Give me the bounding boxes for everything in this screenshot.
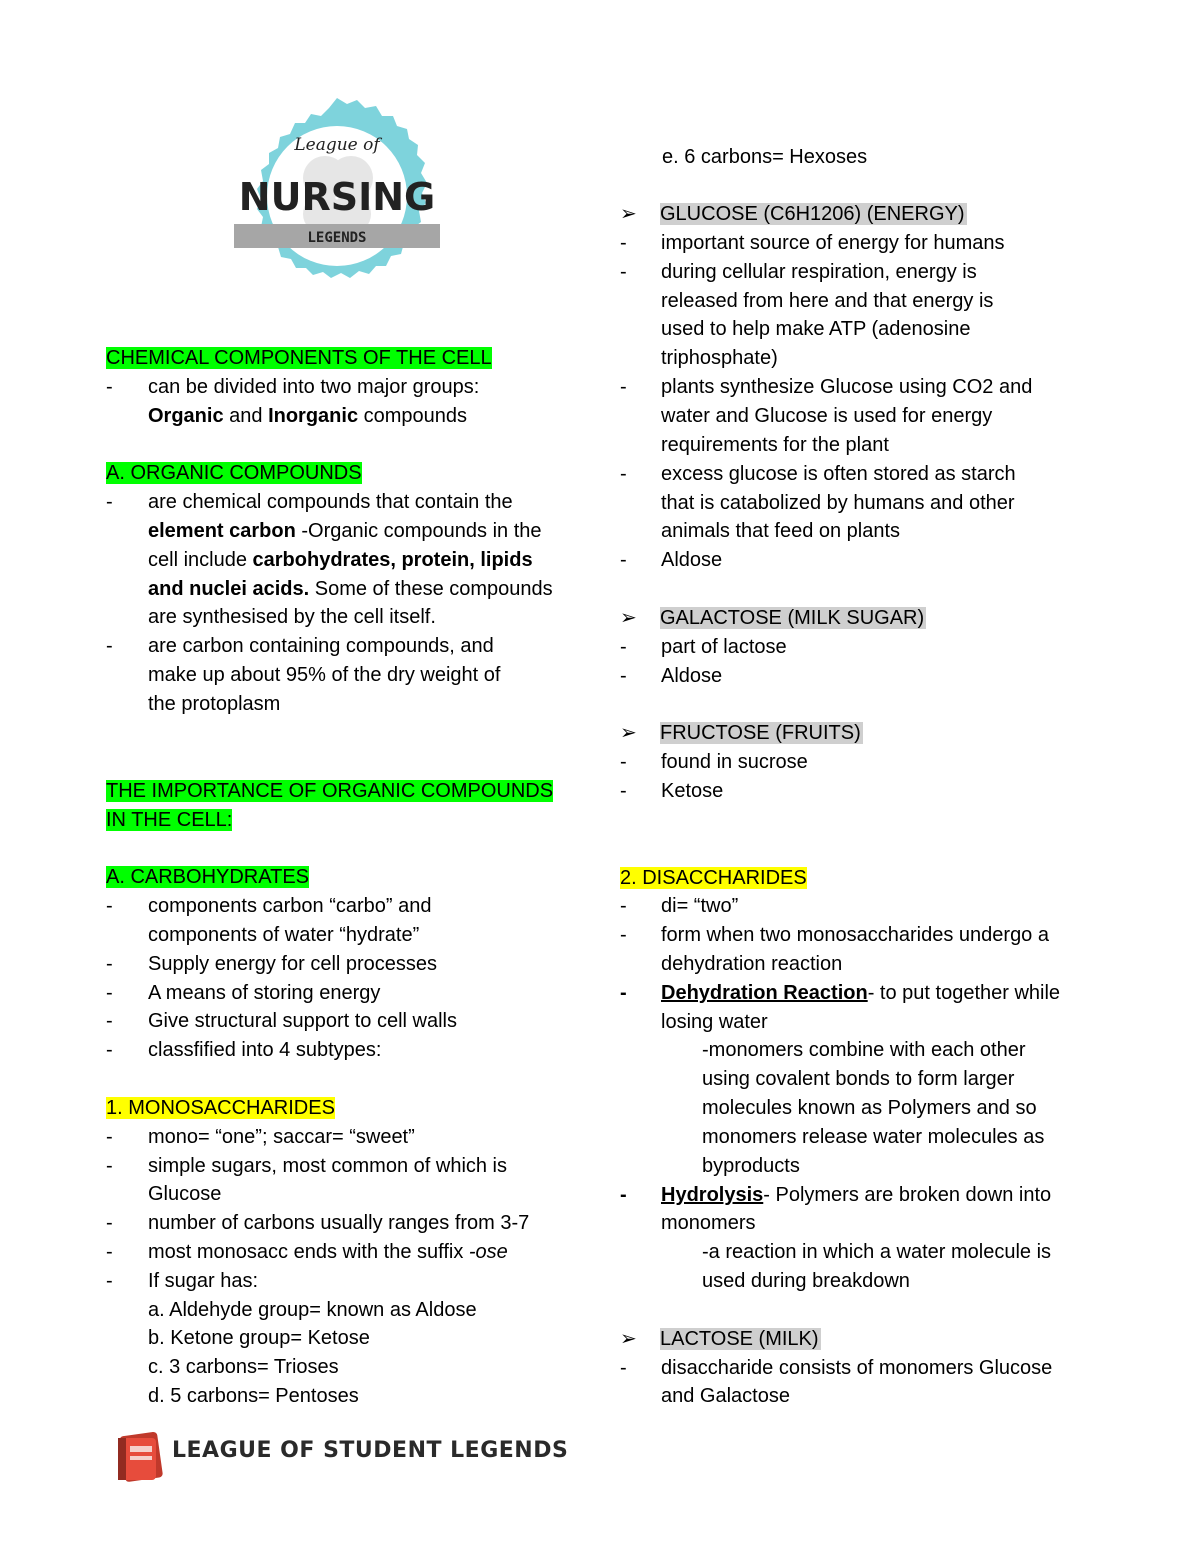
logo-league-of: League of: [294, 135, 380, 155]
list-item-continuation: released from here and that energy is: [661, 290, 994, 312]
list-item: - form when two monosaccharides undergo a: [620, 924, 1049, 946]
section-heading-lactose: ➢ LACTOSE (MILK): [620, 1325, 821, 1353]
list-item: - number of carbons usually ranges from 3-7: [106, 1212, 530, 1234]
list-item-continuation: used to help make ATP (adenosine: [661, 318, 971, 340]
arrow-bullet-icon: ➢: [620, 722, 637, 744]
section-heading-importance-line2: IN THE CELL:: [106, 809, 233, 831]
book-icon: [116, 1428, 164, 1484]
list-item-continuation: element carbon -Organic compounds in the: [148, 520, 542, 542]
list-item: - can be divided into two major groups:: [106, 376, 480, 398]
list-item-continuation: animals that feed on plants: [661, 520, 901, 542]
section-heading-disaccharides: 2. DISACCHARIDES: [620, 867, 807, 889]
list-item-continuation: that is catabolized by humans and other: [661, 492, 1015, 514]
sublist-item: b. Ketone group= Ketose: [148, 1327, 370, 1349]
section-heading-carbohydrates: A. CARBOHYDRATES: [106, 866, 309, 888]
section-heading-chemical-components: CHEMICAL COMPONENTS OF THE CELL: [106, 347, 492, 369]
list-item: - part of lactose: [620, 636, 787, 658]
list-item: - classfified into 4 subtypes:: [106, 1039, 382, 1061]
list-item: - excess glucose is often stored as starch: [620, 463, 1016, 485]
list-item-continuation: components of water “hydrate”: [148, 924, 420, 946]
list-item: - Aldose: [620, 549, 723, 571]
list-item-continuation: requirements for the plant: [661, 434, 889, 456]
list-item: - most monosacc ends with the suffix -ose: [106, 1241, 508, 1263]
arrow-bullet-icon: ➢: [620, 1328, 637, 1350]
list-item-continuation: Glucose: [148, 1183, 222, 1205]
list-item: - disaccharide consists of monomers Glucose: [620, 1357, 1053, 1379]
list-item-detail: byproducts: [702, 1155, 800, 1177]
list-item: - Dehydration Reaction- to put together while: [620, 982, 1061, 1004]
list-item-detail: -monomers combine with each other: [702, 1039, 1026, 1061]
list-item: - plants synthesize Glucose using CO2 and: [620, 376, 1033, 398]
list-item: - Supply energy for cell processes: [106, 953, 438, 975]
footer-brand-text: LEAGUE OF STUDENT LEGENDS: [172, 1438, 569, 1463]
list-item-detail: using covalent bonds to form larger: [702, 1068, 1015, 1090]
logo-legends: LEGENDS: [307, 230, 367, 246]
logo-badge-graphic: [234, 98, 440, 294]
list-item: - Give structural support to cell walls: [106, 1010, 458, 1032]
list-item-continuation: and Galactose: [661, 1385, 790, 1407]
list-item: - simple sugars, most common of which is: [106, 1155, 508, 1177]
sublist-item: a. Aldehyde group= known as Aldose: [148, 1299, 477, 1321]
arrow-bullet-icon: ➢: [620, 203, 637, 225]
section-heading-monosaccharides: 1. MONOSACCHARIDES: [106, 1097, 335, 1119]
section-heading-fructose: ➢ FRUCTOSE (FRUITS): [620, 719, 863, 747]
league-of-nursing-logo: [234, 98, 440, 294]
footer-brand: [116, 1428, 569, 1484]
list-item-detail: used during breakdown: [702, 1270, 910, 1292]
list-item-continuation: water and Glucose is used for energy: [661, 405, 993, 427]
list-item: - Hydrolysis- Polymers are broken down into: [620, 1184, 1052, 1206]
list-item-continuation: the protoplasm: [148, 693, 281, 715]
list-item-continuation: monomers: [661, 1212, 756, 1234]
sublist-item: c. 3 carbons= Trioses: [148, 1356, 339, 1378]
list-item: - mono= “one”; saccar= “sweet”: [106, 1126, 415, 1148]
sublist-item: e. 6 carbons= Hexoses: [662, 146, 868, 168]
list-item-continuation: dehydration reaction: [661, 953, 843, 975]
list-item: - di= “two”: [620, 895, 739, 917]
list-item-continuation: cell include carbohydrates, protein, lipids: [148, 549, 533, 571]
list-item: - found in sucrose: [620, 751, 808, 773]
section-heading-galactose: ➢ GALACTOSE (MILK SUGAR): [620, 604, 926, 632]
list-item: - components carbon “carbo” and: [106, 895, 432, 917]
list-item-continuation: make up about 95% of the dry weight of: [148, 664, 501, 686]
arrow-bullet-icon: ➢: [620, 607, 637, 629]
list-item: - Aldose: [620, 665, 723, 687]
list-item-detail: molecules known as Polymers and so: [702, 1097, 1037, 1119]
list-item: - are carbon containing compounds, and: [106, 635, 494, 657]
list-item-detail: -a reaction in which a water molecule is: [702, 1241, 1052, 1263]
list-item: - during cellular respiration, energy is: [620, 261, 977, 283]
list-item-continuation: triphosphate): [661, 347, 778, 369]
list-item-continuation: and nuclei acids. Some of these compounds: [148, 578, 553, 600]
list-item: - important source of energy for humans: [620, 232, 1005, 254]
sublist-item: d. 5 carbons= Pentoses: [148, 1385, 359, 1407]
list-item: - are chemical compounds that contain the: [106, 491, 513, 513]
logo-nursing: NURSING: [238, 175, 436, 219]
list-item-continuation: are synthesised by the cell itself.: [148, 606, 436, 628]
section-heading-glucose: ➢ GLUCOSE (C6H1206) (ENERGY): [620, 200, 967, 228]
list-item: - A means of storing energy: [106, 982, 381, 1004]
list-item-continuation: losing water: [661, 1011, 768, 1033]
section-heading-importance: THE IMPORTANCE OF ORGANIC COMPOUNDS: [106, 780, 554, 802]
section-heading-organic-compounds: A. ORGANIC COMPOUNDS: [106, 462, 362, 484]
list-item-continuation: Organic and Inorganic compounds: [148, 405, 468, 427]
list-item: - If sugar has:: [106, 1270, 259, 1292]
list-item: - Ketose: [620, 780, 724, 802]
list-item-detail: monomers release water molecules as: [702, 1126, 1045, 1148]
